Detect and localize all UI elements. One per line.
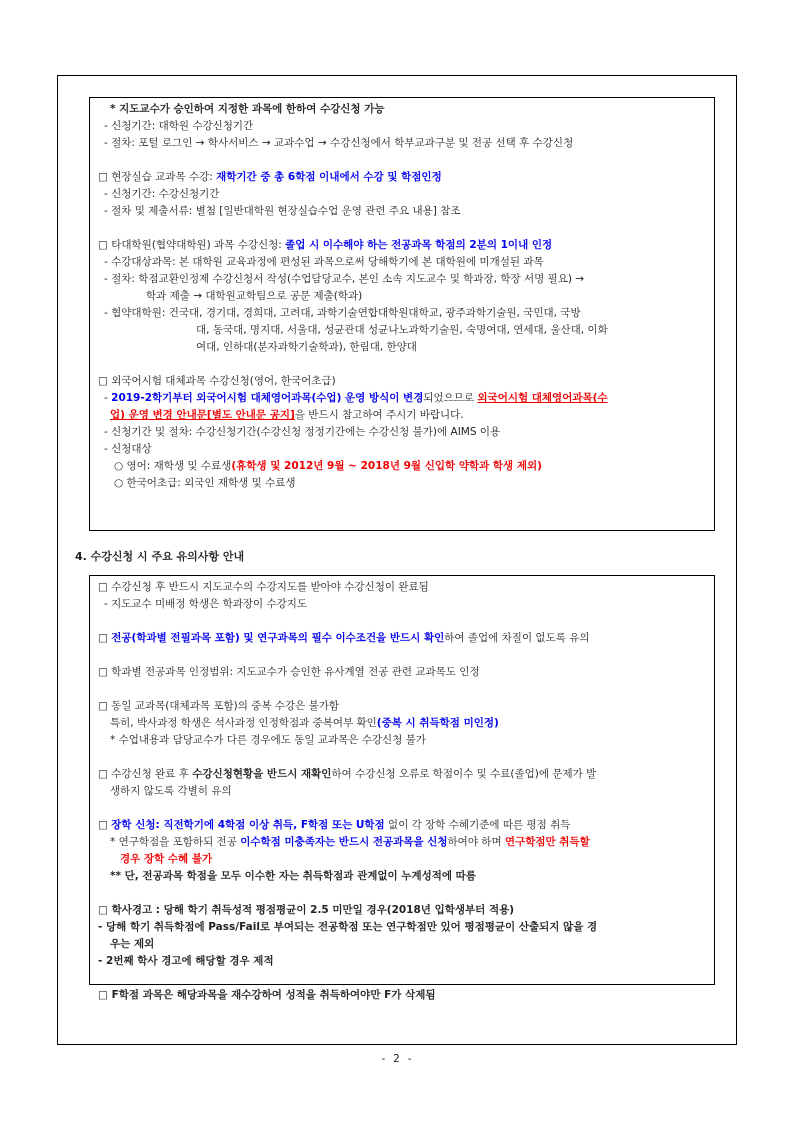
scholarship-note: * 연구학점을 포함하되 전공 이수학점 미충족자는 반드시 전공과목을 신청하여야 하며 연구학점만 취득할	[110, 836, 590, 848]
scholarship-item: □ 장학 신청: 직전학기에 4학점 이상 취득, F학점 또는 U학점 없이 각 장학 수혜기준에 따른 평점 취득	[98, 819, 571, 831]
language-period: - 신청기간 및 절차: 수강신청기간(수강신청 정정기간에는 수강신청 불가)에 AIMS 이용	[104, 426, 501, 438]
duplicate-doctoral: 특히, 박사과정 학생은 석사과정 인정학점과 중복여부 확인(중복 시 취득학점 미인정)	[110, 717, 499, 729]
field-practice-item: □ 현장실습 교과목 수강: 재학기간 중 총 6학점 이내에서 수강 및 학점인정	[98, 171, 442, 183]
academic-warning-expulsion: - 2번째 학사 경고에 해당할 경우 제적	[98, 955, 274, 967]
recheck-item: □ 수강신청 완료 후 수강신청현황을 반드시 재확인하여 수강신청 오류로 학점이수 및 수료(졸업)에 문제가 발	[98, 768, 597, 780]
requirements-check: □ 전공(학과별 전필과목 포함) 및 연구과목의 필수 이수조건을 반드시 확인하여 졸업에 차질이 없도록 유의	[98, 632, 590, 644]
recheck-item-cont: 생하지 않도록 각별히 유의	[110, 785, 232, 797]
other-school-procedure: - 절차: 학점교환인정제 수강신청서 작성(수업담당교수, 본인 소속 지도교수 및 학과장, 학장 서명 필요) →	[104, 273, 585, 285]
other-school-procedure-cont: 학과 제출 → 대학원교학팀으로 공문 제출(학과)	[146, 290, 363, 302]
partner-schools-cont2: 여대, 인하대(분자과학기술학과), 한림대, 한양대	[196, 341, 417, 353]
language-exam-title: □ 외국어시험 대체과목 수강신청(영어, 한국어초급)	[98, 375, 336, 387]
language-change-notice: - 2019-2학기부터 외국어시험 대체영어과목(수업) 운영 방식이 변경되었으므로 외국어시험 대체영어과목(수	[104, 392, 608, 404]
duplicate-note: * 수업내용과 담당교수가 다른 경우에도 동일 교과목은 수강신청 불가	[110, 734, 426, 746]
field-practice-docs: - 절차 및 제출서류: 별첨 [일반대학원 현장실습수업 운영 관련 주요 내용] 참조	[104, 205, 461, 217]
procedure-line: - 절차: 포털 로그인 → 학사서비스 → 교과수업 → 수강신청에서 학부교과구분 및 전공 선택 후 수강신청	[104, 137, 574, 149]
partner-schools: - 협약대학원: 건국대, 경기대, 경희대, 고려대, 과학기술연합대학원대학교, 광주과학기술원, 국민대, 국방	[104, 307, 581, 319]
academic-warning-exception: - 당해 학기 취득학점에 Pass/Fail로 부여되는 전공학점 또는 연구학점만 있어 평점평균이 산출되지 않을 경	[98, 921, 598, 933]
f-grade-retake: □ F학점 과목은 해당과목을 재수강하여 성적을 취득하여야만 F가 삭제됨	[98, 989, 436, 1001]
language-english: ○ 영어: 재학생 및 수료생(휴학생 및 2012년 9월 ~ 2018년 9월 신입학 약학과 학생 제외)	[114, 460, 542, 472]
scholarship-note-cont: 경우 장학 수혜 불가	[120, 853, 213, 865]
other-school-item: □ 타대학원(협약대학원) 과목 수강신청: 졸업 시 이수해야 하는 전공과목 학점의 2분의 1이내 인정	[98, 239, 553, 251]
scholarship-exception: ** 단, 전공과목 학점을 모두 이수한 자는 취득학점과 관계없이 누계성적에 따름	[110, 870, 476, 882]
advisor-guidance-sub: - 지도교수 미배정 학생은 학과장이 수강지도	[104, 598, 308, 610]
language-target: - 신청대상	[104, 443, 152, 455]
major-range: □ 학과별 전공과목 인정범위: 지도교수가 승인한 유사계열 전공 관련 교과목도 인정	[98, 666, 480, 678]
language-change-notice-cont: 업) 운영 변경 안내문[별도 안내문 공지]을 반드시 참고하여 주시기 바랍니다.	[110, 409, 464, 421]
language-korean: ○ 한국어초급: 외국인 재학생 및 수료생	[114, 477, 296, 489]
academic-warning: □ 학사경고 : 당해 학기 취득성적 평점평균이 2.5 미만일 경우(2018년 입학생부터 적용)	[98, 904, 515, 916]
period-line: - 신청기간: 대학원 수강신청기간	[104, 120, 254, 132]
partner-schools-cont1: 대, 동국대, 명지대, 서울대, 성균관대 성균나노과학기술원, 숙명여대, 연세대, 울산대, 이화	[196, 324, 608, 336]
advisor-approval-note: * 지도교수가 승인하여 지정한 과목에 한하여 수강신청 가능	[110, 103, 385, 115]
other-school-courses: - 수강대상과목: 본 대학원 교육과정에 편성된 과목으로써 당해학기에 본 대학원에 미개설된 과목	[104, 256, 544, 268]
course-registration-box	[89, 97, 715, 531]
field-practice-period: - 신청기간: 수강신청기간	[104, 188, 220, 200]
notes-box	[89, 575, 715, 1001]
section-heading: 4. 수강신청 시 주요 유의사항 안내	[75, 550, 245, 563]
page-number: - 2 -	[379, 1052, 414, 1065]
academic-warning-exception-cont: 우는 제외	[110, 938, 155, 950]
advisor-guidance: □ 수강신청 후 반드시 지도교수의 수강지도를 받아야 수강신청이 완료됨	[98, 581, 429, 593]
duplicate-course: □ 동일 교과목(대체과목 포함)의 중복 수강은 불가함	[98, 700, 339, 712]
